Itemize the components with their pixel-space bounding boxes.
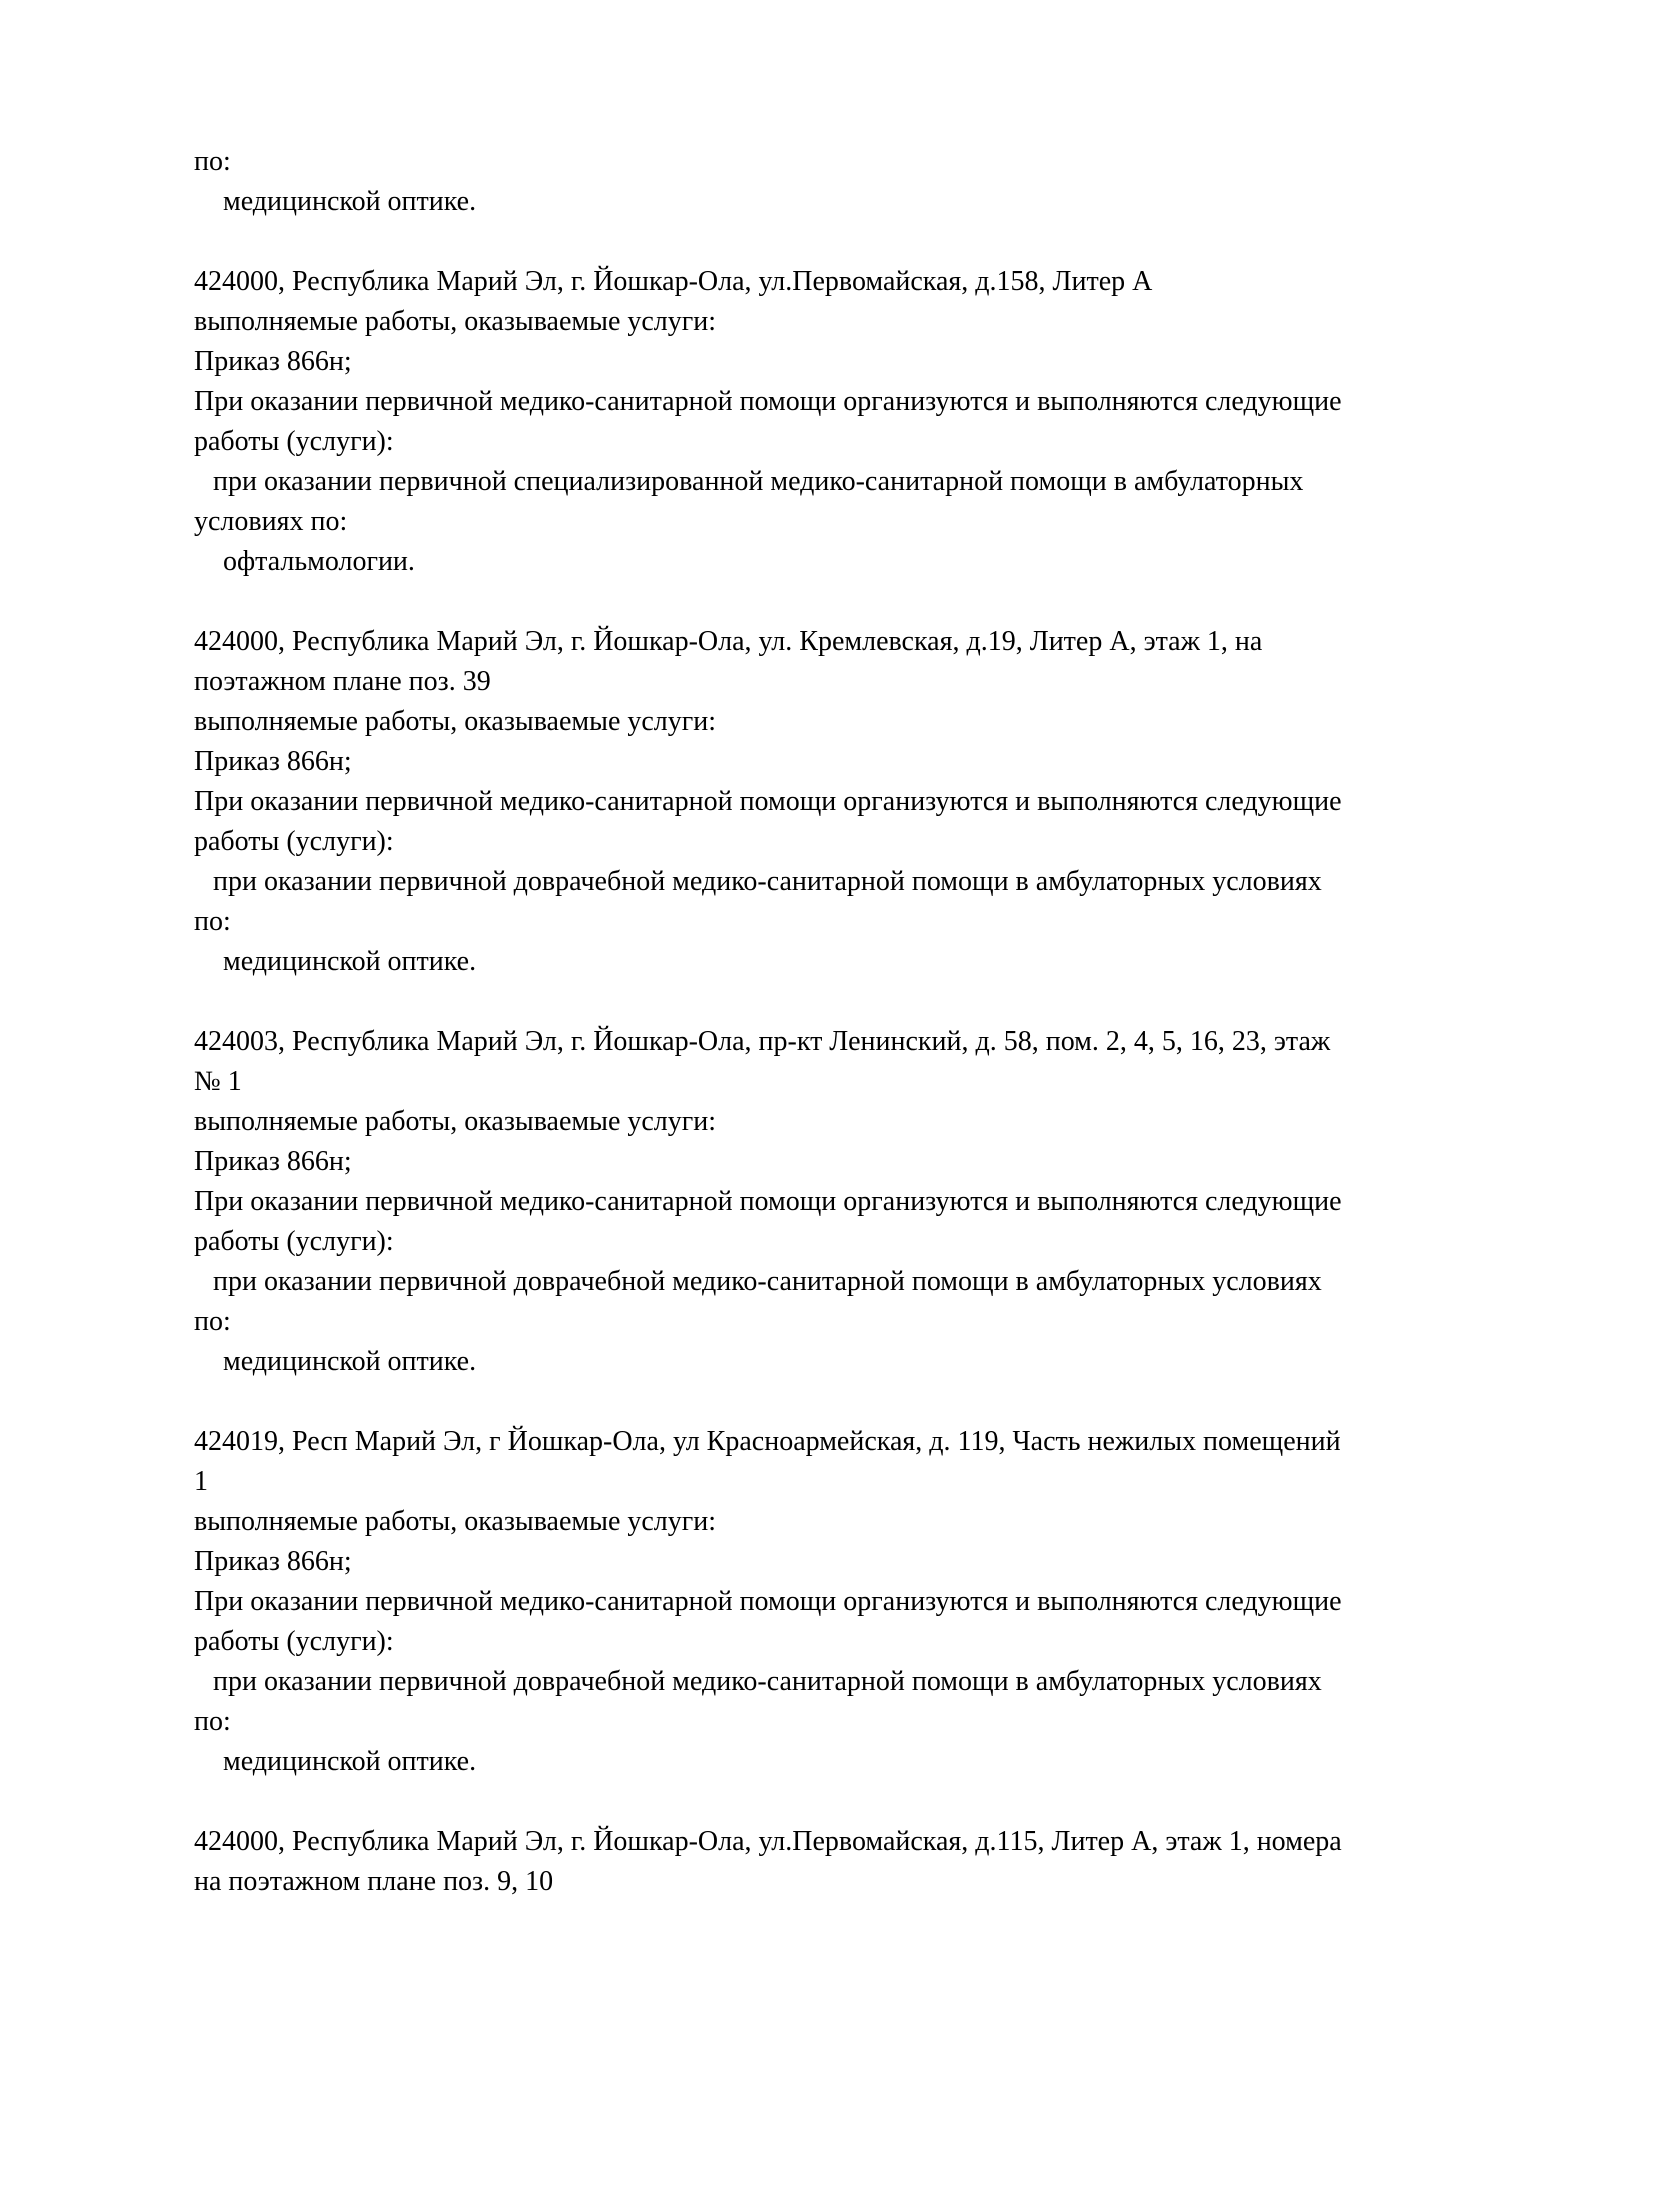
services-intro-line: При оказании первичной медико-санитарной помощи организуются и выполняются следующие xyxy=(194,1586,1342,1617)
order-reference-line: Приказ 866н; xyxy=(194,1146,352,1177)
address-line: на поэтажном плане поз. 9, 10 xyxy=(194,1866,554,1897)
services-intro-line: При оказании первичной медико-санитарной помощи организуются и выполняются следующие xyxy=(194,786,1342,817)
address-line: 424000, Республика Марий Эл, г. Йошкар-Ола, ул. Кремлевская, д.19, Литер А, этаж 1, на xyxy=(194,626,1263,657)
address-line: поэтажном плане поз. 39 xyxy=(194,666,491,697)
service-condition-line: по: xyxy=(194,146,231,177)
services-intro-line: работы (услуги): xyxy=(194,1226,394,1257)
location-block-5 xyxy=(194,1822,1553,1902)
order-reference-line: Приказ 866н; xyxy=(194,346,352,377)
location-block-3 xyxy=(194,1022,1553,1382)
service-condition-line: по: xyxy=(194,1706,231,1737)
services-heading-line: выполняемые работы, оказываемые услуги: xyxy=(194,306,717,337)
location-block-1 xyxy=(194,262,1553,582)
services-heading-line: выполняемые работы, оказываемые услуги: xyxy=(194,706,717,737)
services-intro-line: работы (услуги): xyxy=(194,426,394,457)
address-line: № 1 xyxy=(194,1066,242,1097)
service-condition-line: при оказании первичной доврачебной медико-санитарной помощи в амбулаторных условиях xyxy=(213,1266,1322,1297)
license-continuation-block xyxy=(194,142,1553,222)
service-item-line: офтальмологии. xyxy=(223,546,415,577)
services-heading-line: выполняемые работы, оказываемые услуги: xyxy=(194,1106,717,1137)
license-locations-text xyxy=(194,142,1553,1902)
service-item-line: медицинской оптике. xyxy=(223,1746,477,1777)
service-condition-line: при оказании первичной специализированной медико-санитарной помощи в амбулаторных xyxy=(213,466,1304,497)
services-intro-line: При оказании первичной медико-санитарной помощи организуются и выполняются следующие xyxy=(194,386,1342,417)
service-condition-line: по: xyxy=(194,906,231,937)
service-item-line: медицинской оптике. xyxy=(223,186,477,217)
service-item-line: медицинской оптике. xyxy=(223,1346,477,1377)
location-block-4 xyxy=(194,1422,1553,1782)
services-intro-line: При оказании первичной медико-санитарной помощи организуются и выполняются следующие xyxy=(194,1186,1342,1217)
service-condition-line: по: xyxy=(194,1306,231,1337)
service-condition-line: условиях по: xyxy=(194,506,348,537)
services-intro-line: работы (услуги): xyxy=(194,1626,394,1657)
service-item-line: медицинской оптике. xyxy=(223,946,477,977)
address-line: 424003, Республика Марий Эл, г. Йошкар-Ола, пр-кт Ленинский, д. 58, пом. 2, 4, 5, 16, 23, этаж xyxy=(194,1026,1331,1057)
service-condition-line: при оказании первичной доврачебной медико-санитарной помощи в амбулаторных условиях xyxy=(213,866,1322,897)
address-line: 424019, Респ Марий Эл, г Йошкар-Ола, ул Красноармейская, д. 119, Часть нежилых помещений xyxy=(194,1426,1341,1457)
address-line: 424000, Республика Марий Эл, г. Йошкар-Ола, ул.Первомайская, д.115, Литер А, этаж 1, номера xyxy=(194,1826,1342,1857)
services-heading-line: выполняемые работы, оказываемые услуги: xyxy=(194,1506,717,1537)
location-block-2 xyxy=(194,622,1553,982)
service-condition-line: при оказании первичной доврачебной медико-санитарной помощи в амбулаторных условиях xyxy=(213,1666,1322,1697)
order-reference-line: Приказ 866н; xyxy=(194,746,352,777)
order-reference-line: Приказ 866н; xyxy=(194,1546,352,1577)
address-line: 1 xyxy=(194,1466,208,1497)
services-intro-line: работы (услуги): xyxy=(194,826,394,857)
address-line: 424000, Республика Марий Эл, г. Йошкар-Ола, ул.Первомайская, д.158, Литер А xyxy=(194,266,1153,297)
